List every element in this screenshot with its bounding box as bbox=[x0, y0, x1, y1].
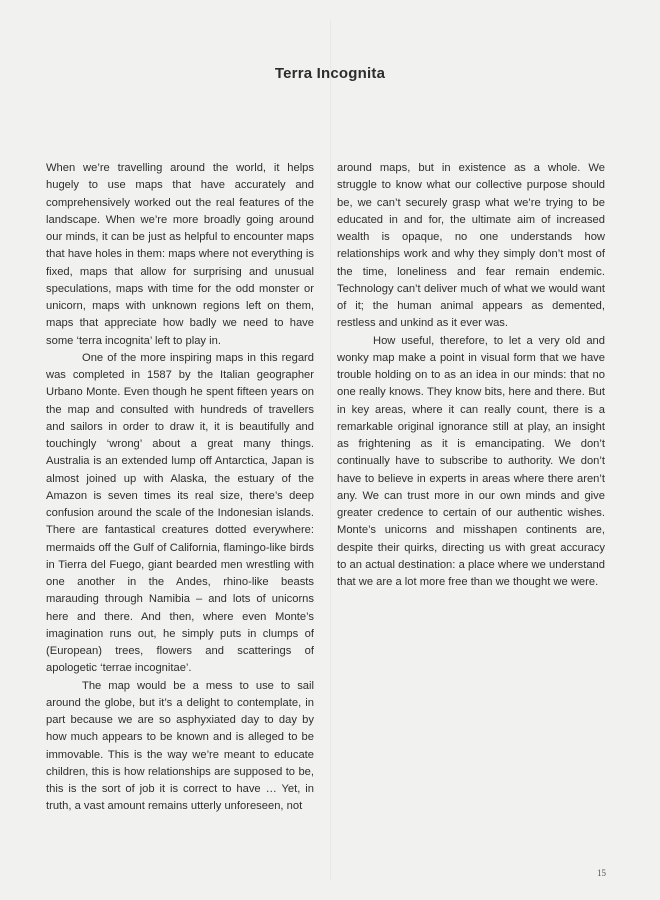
right-column bbox=[337, 160, 605, 591]
left-column bbox=[46, 160, 314, 816]
paragraph-map-mess: The map would be a mess to use to sail around the globe, but it’s a delight to contemplate, in part because we are so asphyxiated day to day by how much appears to be known and is alleged to be immovable. This is the way we’re meant to educate children, this is how relationships are supposed to be, this is the sort of job it is correct to have … Yet, in truth, a vast amount remains utterly unforeseen, not bbox=[46, 679, 314, 813]
paragraph-intro: When we’re travelling around the world, it helps hugely to use maps that have accurately and comprehensively worked out the real features of the landscape. When we’re more broadly going around our minds, it can be just as helpful to encounter maps that have holes in them: maps where not everything is fixed, maps that allow for surprising and unusual speculations, maps with time for the odd monster or unicorn, maps with unknown regions left on them, maps that appreciate how badly we need to have some ‘terra incognita’ left to play in. bbox=[46, 162, 314, 347]
page-number: 15 bbox=[597, 868, 606, 878]
paragraph-conclusion: How useful, therefore, to let a very old and wonky map make a point in visual form that we have trouble holding on to as an idea in our minds: that no one really knows. They know bits, here and there. But in key areas, where it can really count, there is a remarkable original ignorance still at play, an insight as frightening as it is emancipating. We don’t continually have to subscribe to authority. We don’t have to believe in experts in areas where there aren’t any. We can trust more in our own minds and give greater credence to certain of our authentic wishes. Monte’s unicorns and misshapen continents are, despite their quirks, directing us with great accuracy to an actual destination: a place where we understand that we are a lot more free than we thought we were. bbox=[337, 334, 605, 588]
article-title: Terra Incognita bbox=[274, 65, 386, 83]
paragraph-continued: around maps, but in existence as a whole. We struggle to know what our collective purpose should be, we can’t securely grasp what we’re trying to be educated in and for, the ultimate aim of increased wealth is opaque, no one understands how relationships work and why they simply don’t most of the time, loneliness and fear remain endemic. Technology can’t deliver much of what we would want of it; the human animal appears as demented, restless and unkind as it ever was. bbox=[337, 162, 605, 330]
paragraph-monte-map: One of the more inspiring maps in this regard was completed in 1587 by the Italian geographer Urbano Monte. Even though he spent fifteen years on the map and consulted with hundreds of travellers and sailors in order to draw it, it is beautifully and touchingly ‘wrong’ about a great many things. Australia is an extended lump off Antarctica, Japan is almost joined up with Alaska, the estuary of the Amazon is seven times its real size, there’s deep confusion around the scale of the Indonesian islands. There are fantastical creatures dotted everywhere: mermaids off the Gulf of California, flamingo-like birds in Tierra del Fuego, giant bearded men wrestling with one another in the Andes, rhino-like beasts marauding through Namibia – and lots of unicorns here and there. And then, where even Monte’s imagination runs out, he simply puts in clumps of (European) trees, flowers and scatterings of apologetic ‘terrae incognitae’. bbox=[46, 351, 314, 675]
page-fold-shadow bbox=[330, 20, 331, 880]
